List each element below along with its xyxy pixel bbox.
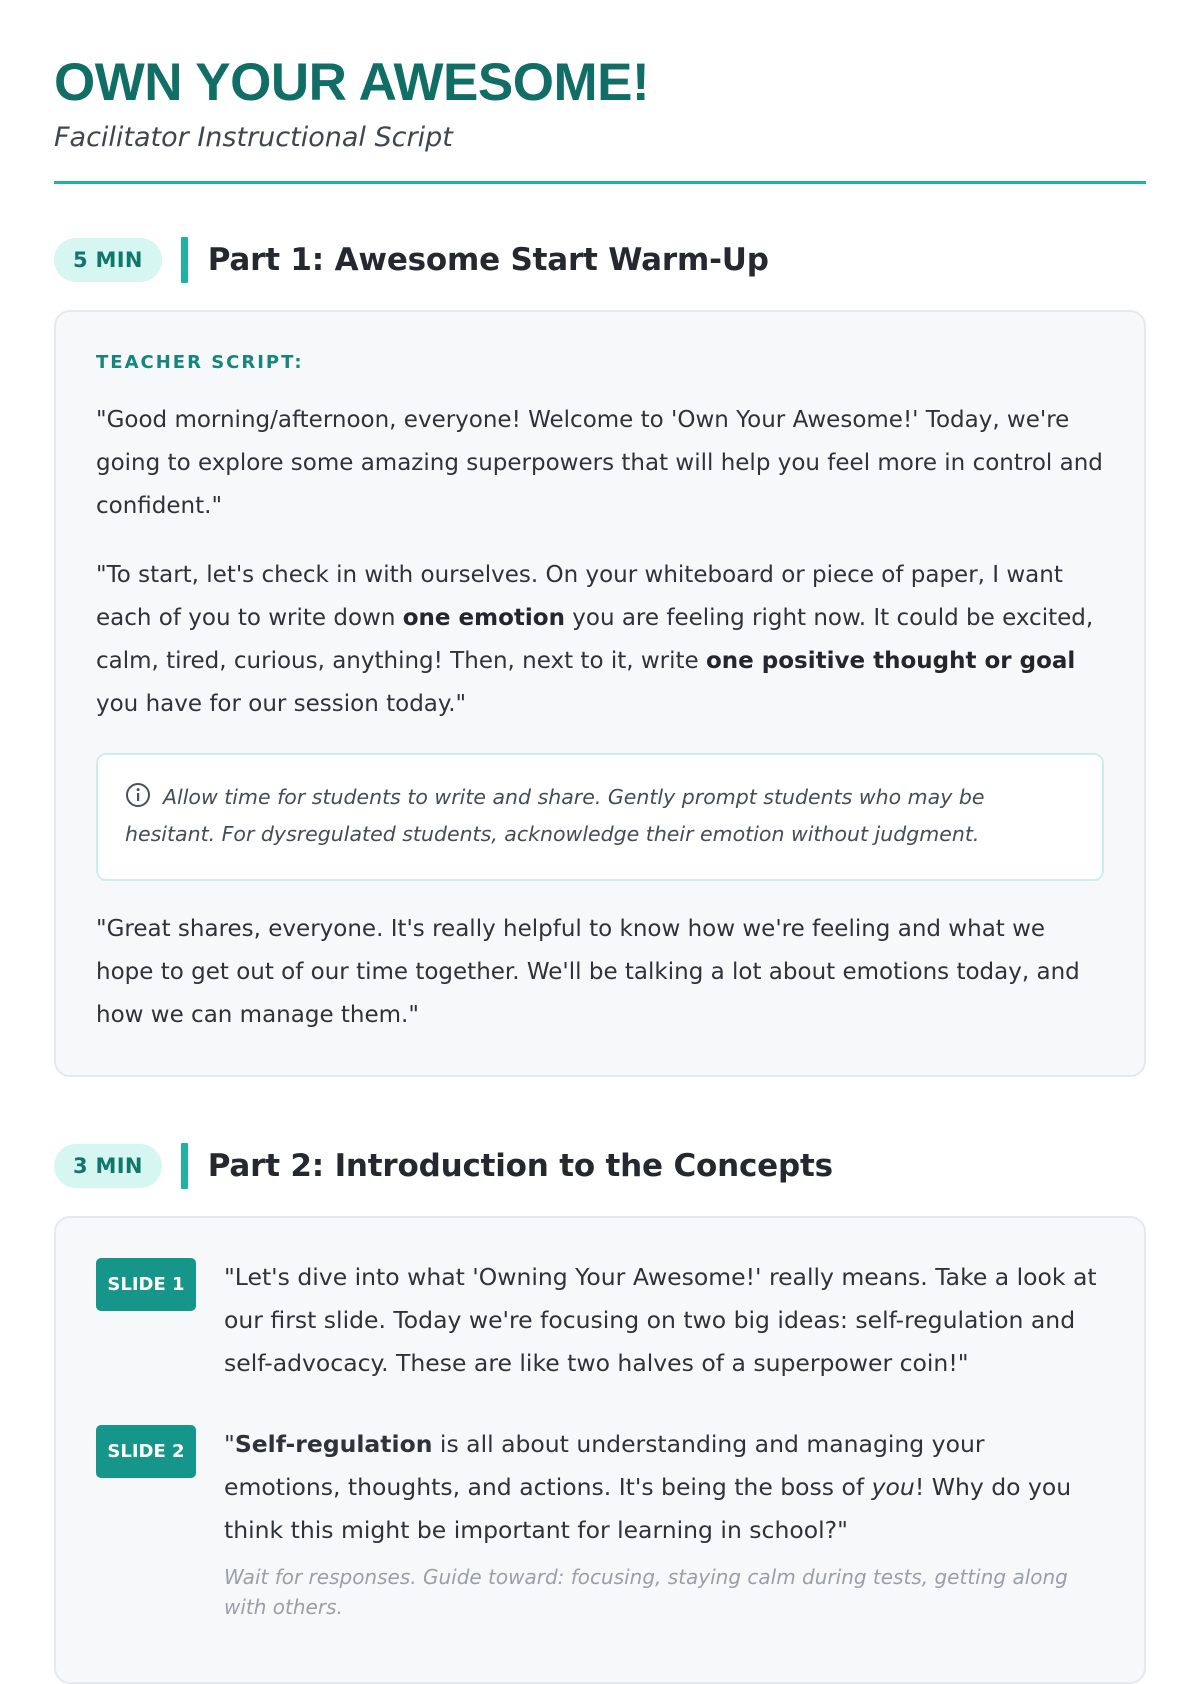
emphasis-self-regulation: Self-regulation — [234, 1430, 433, 1459]
heading-accent-bar — [181, 1143, 188, 1189]
script-paragraph-1: "Good morning/afternoon, everyone! Welcome to 'Own Your Awesome!' Today, we're going to explore some amazing superpowers that will help you feel more in control and confident." — [96, 407, 1103, 520]
slide-2-facilitator-hint: Wait for responses. Guide toward: focusing, staying calm during tests, getting along with others. — [224, 1565, 1068, 1620]
time-badge: 5 MIN — [54, 238, 162, 282]
slide-2-badge: SLIDE 2 — [96, 1425, 196, 1478]
document-subtitle: Facilitator Instructional Script — [54, 122, 453, 154]
facilitator-note — [96, 753, 1104, 881]
part-1-heading — [54, 235, 1146, 285]
text-run: is all about understanding and managing your emotions, thoughts, and actions. It's being the boss of — [224, 1430, 985, 1502]
document-title: OWN YOUR AWESOME! — [54, 53, 650, 112]
text-run: "To start, let's check in with ourselves. On your whiteboard or piece of paper, I want each of you to write down — [96, 562, 1063, 632]
header-divider — [54, 181, 1146, 184]
document-header — [54, 0, 1146, 184]
slide-1-badge: SLIDE 1 — [96, 1258, 196, 1311]
script-paragraph-3: "Great shares, everyone. It's really helpful to know how we're feeling and what we hope to get out of our time together. We'll be talking a lot about emotions today, and how we can manage them." — [96, 916, 1080, 1029]
part-2-heading — [54, 1141, 1146, 1191]
part-1-section — [54, 235, 1146, 1077]
slide-1-row — [96, 1258, 1104, 1385]
emphasis-positive-thought: one positive thought or goal — [706, 648, 1076, 675]
text-run: " — [224, 1430, 235, 1459]
note-text: Allow time for students to write and share. Gently prompt students who may be hesitant. For dysregulated students, acknowledge their emotion without judgment. — [125, 785, 985, 847]
script-paragraph-2 — [96, 554, 1104, 726]
part-2-title: Part 2: Introduction to the Concepts — [207, 1148, 833, 1185]
heading-accent-bar — [181, 237, 188, 283]
slide-2-row — [96, 1425, 1104, 1622]
slide-2-script — [224, 1423, 1104, 1552]
text-run: ! Why do you think this might be important for learning in school?" — [224, 1473, 1072, 1545]
time-badge: 3 MIN — [54, 1144, 162, 1188]
emphasis-you: you — [871, 1473, 915, 1502]
slide-2-content — [224, 1425, 1104, 1622]
part-2-section — [54, 1141, 1146, 1684]
teacher-script-label: TEACHER SCRIPT: — [96, 352, 304, 374]
part-1-title: Part 1: Awesome Start Warm-Up — [207, 242, 769, 279]
part-1-script-card — [54, 310, 1146, 1077]
slide-1-script: "Let's dive into what 'Owning Your Awesome!' really means. Take a look at our first slide. Today we're focusing on two big ideas: self-regulation and self-advocacy. These are like two halves of a superpower coin!" — [224, 1263, 1097, 1378]
text-run: you have for our session today." — [96, 691, 467, 718]
text-run: you are feeling right now. It could be excited, calm, tired, curious, anything! Then, next to it, write — [96, 605, 1094, 675]
emphasis-one-emotion: one emotion — [402, 605, 565, 632]
part-2-script-card — [54, 1216, 1146, 1684]
info-circle-icon — [125, 782, 151, 818]
